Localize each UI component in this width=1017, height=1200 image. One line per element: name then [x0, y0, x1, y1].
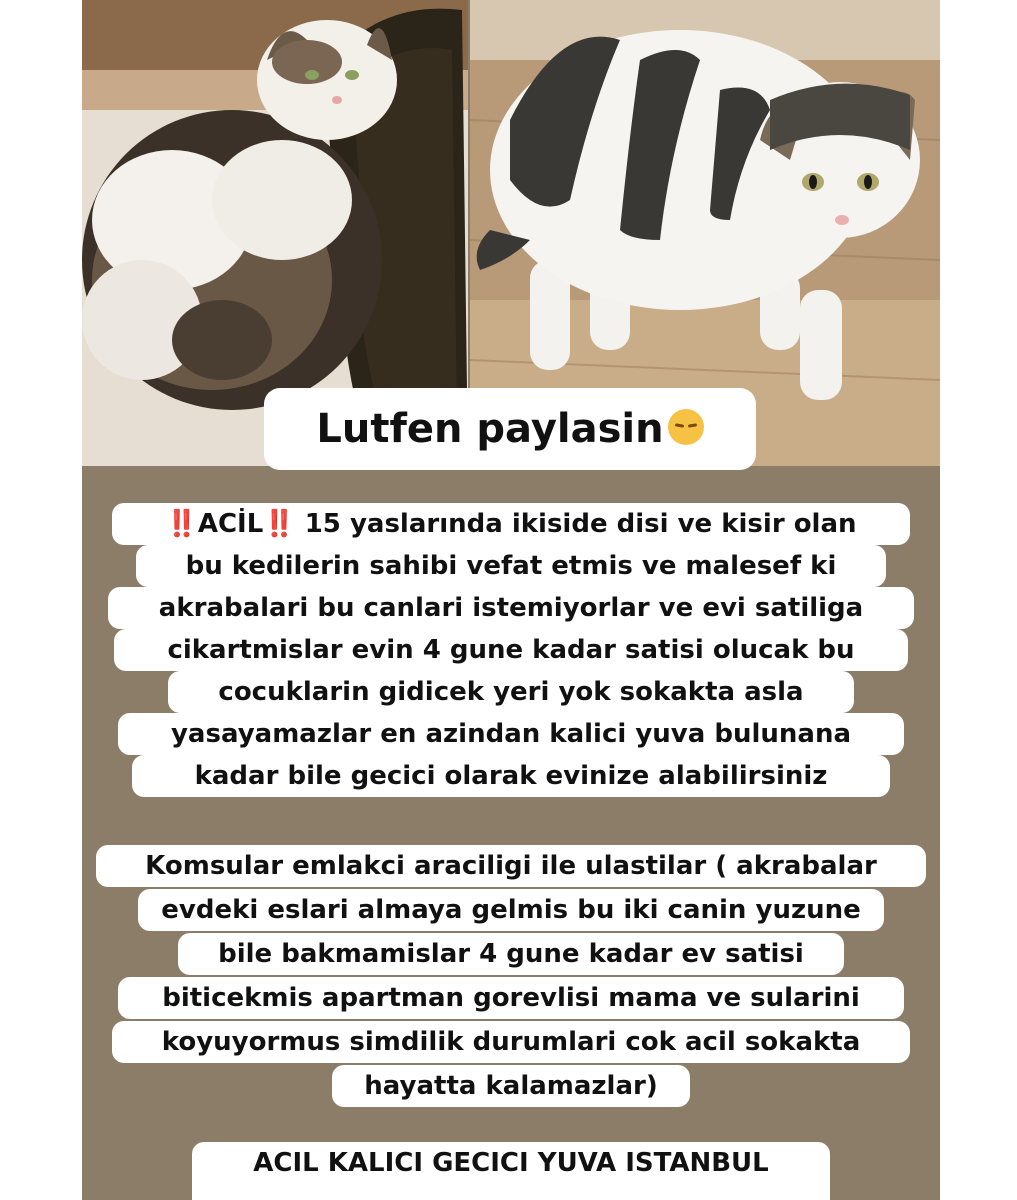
paragraph1-line-1: [112, 503, 910, 545]
paragraph1-line-4: [114, 629, 908, 671]
paragraph1-text: cikartmislar evin 4 gune kadar satisi olucak bu: [167, 635, 855, 665]
paragraph1-text: akrabalari bu canlari istemiyorlar ve evi satiliga: [158, 593, 864, 623]
double-exclamation-icon: ‼️: [165, 509, 198, 539]
footer-line-1: [192, 1142, 830, 1200]
paragraph2-line-1: [96, 845, 926, 887]
alert-word: ACİL: [197, 509, 264, 539]
paragraph1-text: kadar bile gecici olarak evinize alabilirsiniz: [194, 761, 828, 791]
pensive-face-icon: [668, 409, 704, 445]
paragraph2-text: bile bakmamislar 4 gune kadar ev satisi: [218, 939, 804, 969]
paragraph2-line-3: [178, 933, 844, 975]
paragraph1-line-3: [108, 587, 914, 629]
footer-text: ACIL KALICI GECICI YUVA ISTANBUL: [253, 1148, 769, 1178]
double-exclamation-icon: ‼️: [263, 509, 296, 539]
paragraph2-text: evdeki eslari almaya gelmis bu iki canin yuzune: [161, 895, 861, 925]
paragraph1-text: bu kedilerin sahibi vefat etmis ve malesef ki: [185, 551, 837, 581]
paragraph1-text: yasayamazlar en azindan kalici yuva bulunana: [170, 719, 851, 749]
paragraph2-text: hayatta kalamazlar): [364, 1071, 658, 1101]
paragraph2-text: koyuyormus simdilik durumlari cok acil sokakta: [161, 1027, 861, 1057]
paragraph1-line-2: [136, 545, 886, 587]
paragraph2-text: biticekmis apartman gorevlisi mama ve sularini: [162, 983, 860, 1013]
share-request-title: [264, 388, 756, 470]
paragraph1-line-7: [132, 755, 890, 797]
paragraph2-line-6: [332, 1065, 690, 1107]
title-text: Lutfen paylasin: [316, 406, 664, 452]
paragraph2-text: Komsular emlakci araciligi ile ulastilar ( akrabalar: [145, 851, 877, 881]
paragraph2-line-5: [112, 1021, 910, 1063]
story-card: [82, 0, 940, 1200]
paragraph1-line-5: [168, 671, 854, 713]
paragraph2-line-2: [138, 889, 884, 931]
paragraph1-text: cocuklarin gidicek yeri yok sokakta asla: [218, 677, 804, 707]
paragraph1-text: 15 yaslarında ikiside disi ve kisir olan: [304, 509, 857, 539]
paragraph1-line-6: [118, 713, 904, 755]
paragraph2-line-4: [118, 977, 904, 1019]
